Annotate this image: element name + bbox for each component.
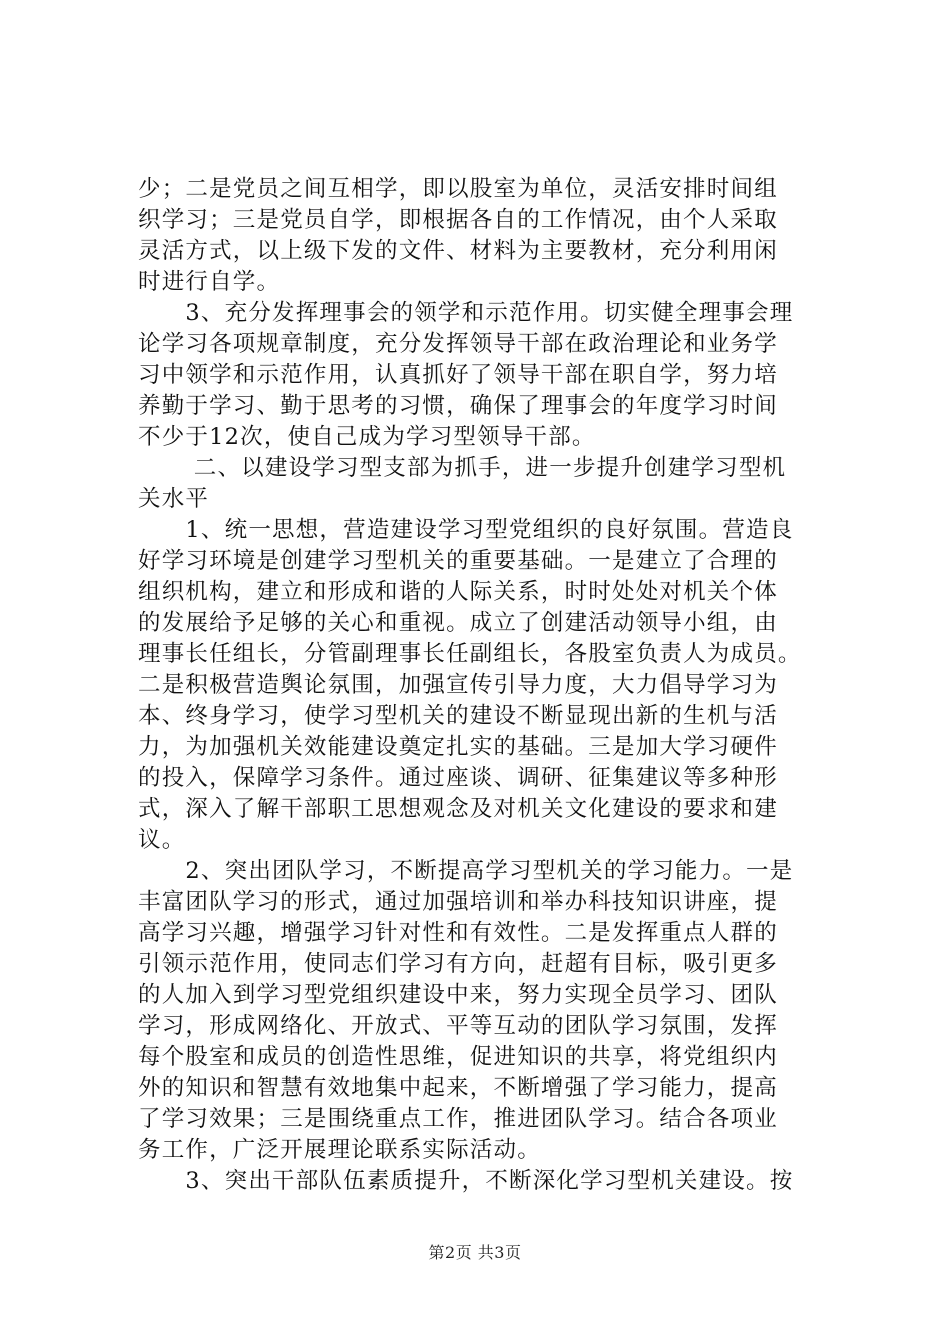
text-line: 好学习环境是创建学习型机关的重要基础。一是建立了合理的 <box>138 548 778 574</box>
text-line: 本、终身学习，使学习型机关的建设不断显现出新的生机与活 <box>138 703 778 729</box>
text-line: 引领示范作用，使同志们学习有方向，赶超有目标，吸引更多 <box>138 951 778 977</box>
page-footer: 第2页 共3页 <box>428 1243 522 1262</box>
text-line: 2、突出团队学习，不断提高学习型机关的学习能力。一是 <box>138 858 794 884</box>
text-line: 的人加入到学习型党组织建设中来，努力实现全员学习、团队 <box>138 982 778 1008</box>
text-line: 关水平 <box>138 486 210 512</box>
text-line: 的投入，保障学习条件。通过座谈、调研、征集建议等多种形 <box>138 765 778 791</box>
text-line: 习中领学和示范作用，认真抓好了领导干部在职自学，努力培 <box>138 362 778 388</box>
text-line: 灵活方式，以上级下发的文件、材料为主要教材，充分利用闲 <box>138 238 778 264</box>
text-line: 3、充分发挥理事会的领学和示范作用。切实健全理事会理 <box>138 300 794 326</box>
text-line: 每个股室和成员的创造性思维，促进知识的共享，将党组织内 <box>138 1044 778 1070</box>
text-line: 式，深入了解干部职工思想观念及对机关文化建设的要求和建 <box>138 796 778 822</box>
text-line: 1、统一思想，营造建设学习型党组织的良好氛围。营造良 <box>138 517 794 543</box>
text-line: 外的知识和智慧有效地集中起来，不断增强了学习能力，提高 <box>138 1075 778 1101</box>
text-line: 二、以建设学习型支部为抓手，进一步提升创建学习型机 <box>138 455 787 481</box>
text-line: 高学习兴趣，增强学习针对性和有效性。二是发挥重点人群的 <box>138 920 778 946</box>
text-line: 组织机构，建立和形成和谐的人际关系，时时处处对机关个体 <box>138 579 778 605</box>
text-line: 少；二是党员之间互相学，即以股室为单位，灵活安排时间组 <box>138 176 778 202</box>
text-line: 理事长任组长，分管副理事长任副组长，各股室负责人为成员。 <box>138 641 802 667</box>
body-text <box>138 174 838 1197</box>
text-line: 学习，形成网络化、开放式、平等互动的团队学习氛围，发挥 <box>138 1013 778 1039</box>
text-line: 时进行自学。 <box>138 269 281 295</box>
text-line: 二是积极营造舆论氛围，加强宣传引导力度，大力倡导学习为 <box>138 672 778 698</box>
text-line: 3、突出干部队伍素质提升，不断深化学习型机关建设。按 <box>138 1168 794 1194</box>
text-line: 的发展给予足够的关心和重视。成立了创建活动领导小组，由 <box>138 610 778 636</box>
text-line: 论学习各项规章制度，充分发挥领导干部在政治理论和业务学 <box>138 331 778 357</box>
text-line: 丰富团队学习的形式，通过加强培训和举办科技知识讲座，提 <box>138 889 778 915</box>
text-line: 力，为加强机关效能建设奠定扎实的基础。三是加大学习硬件 <box>138 734 778 760</box>
text-line: 议。 <box>138 827 186 853</box>
text-line: 了学习效果；三是围绕重点工作，推进团队学习。结合各项业 <box>138 1106 778 1132</box>
text-line: 务工作，广泛开展理论联系实际活动。 <box>138 1137 541 1163</box>
text-line: 不少于12次，使自己成为学习型领导干部。 <box>138 424 596 450</box>
text-line: 织学习；三是党员自学，即根据各自的工作情况，由个人采取 <box>138 207 778 233</box>
text-line: 养勤于学习、勤于思考的习惯，确保了理事会的年度学习时间 <box>138 393 778 419</box>
